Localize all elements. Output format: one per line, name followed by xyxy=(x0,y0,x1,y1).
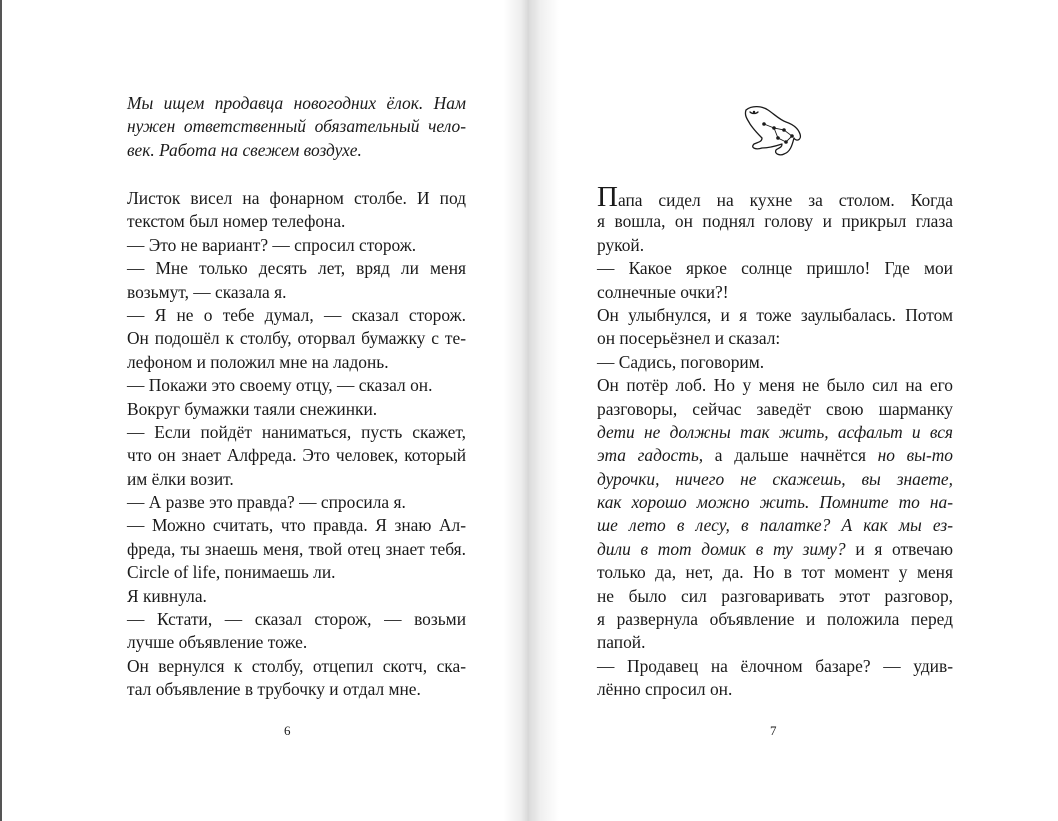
text-line: — Это не вариант? — спросил сторож. xyxy=(127,234,417,255)
left-body-text xyxy=(127,187,466,702)
text-line: возьмут, — сказала я. xyxy=(127,281,287,302)
text-line: — Я не о тебе думал, — сказал сторож. xyxy=(127,304,466,325)
text-line: дурочки, ничего не скажешь, вы знаете, xyxy=(597,468,953,489)
text-line: папой. xyxy=(597,632,646,653)
text-line: — Какое яркое солнце пришло! Где мои xyxy=(597,258,953,279)
page-number: 6 xyxy=(284,723,291,738)
text-line: — Если пойдёт наниматься, пусть скажет, xyxy=(127,421,466,442)
text-line: лефоном и положил мне на ладонь. xyxy=(127,351,389,372)
italic-fragment: эта гадость, xyxy=(597,445,704,466)
text-line: — Садись, поговорим. xyxy=(597,351,765,372)
text-line xyxy=(597,538,953,561)
text-line: Он подошёл к столбу, оторвал бумажку с те- xyxy=(127,328,466,349)
text-line: Листок висел на фонарном столбе. И под xyxy=(127,188,466,208)
text-line: я развернула объявление и положила перед xyxy=(597,609,953,630)
advert-line: нужен ответственный обязательный чело- xyxy=(127,116,466,137)
italic-fragment: дили в тот домик в ту зиму? xyxy=(597,538,846,559)
text-line: только да, нет, да. Но в тот момент у меня xyxy=(597,562,953,583)
roman-fragment: и я отвечаю xyxy=(845,538,953,559)
text-line: Вокруг бумажки таяли снежинки. xyxy=(127,398,378,419)
text-line: ше лето в лесу, в палатке? А как мы ез- xyxy=(597,515,953,536)
text-line: дети не должны так жить, асфальт и вся xyxy=(597,421,953,442)
text-line: рукой. xyxy=(597,234,645,255)
text-line: разговоры, сейчас заведёт свою шарманку xyxy=(597,398,953,419)
advert-line: век. Работа на свежем воздухе. xyxy=(127,139,362,160)
text-line: — Продавец на ёлочном базаре? — удив- xyxy=(597,655,953,676)
job-advert xyxy=(127,92,466,162)
text-line: им ёлки возит. xyxy=(127,468,234,489)
text-line xyxy=(597,181,953,213)
text-line: как хорошо можно жить. Помните то на- xyxy=(597,492,953,513)
right-page xyxy=(529,0,1058,821)
right-body-text xyxy=(597,181,954,702)
first-line-text: апа сидел на кухне за столом. Когда xyxy=(617,190,953,210)
text-line: Я кивнула. xyxy=(127,585,207,606)
advert-line: Мы ищем продавца новогодних ёлок. Нам xyxy=(127,93,466,113)
text-line: тал объявление в трубочку и отдал мне. xyxy=(127,679,421,700)
text-line: лённо спросил он. xyxy=(597,679,733,700)
text-line: — Мне только десять лет, вряд ли меня xyxy=(127,258,466,279)
roman-fragment: а дальше начнётся xyxy=(703,445,878,466)
gutter-shadow xyxy=(529,0,559,821)
text-line: не было сил разговаривать этот разговор, xyxy=(597,585,953,606)
gutter-shadow xyxy=(503,0,529,821)
text-line: солнечные очки?! xyxy=(597,281,729,302)
text-line: Он улыбнулся, и я тоже заулыбалась. Потом xyxy=(597,304,953,325)
text-line: он посерьёзнел и сказал: xyxy=(597,328,781,349)
text-line: фреда, ты знаешь меня, твой отец знает тебя. xyxy=(127,538,466,559)
text-line: Circle of life, понимаешь ли. xyxy=(127,562,336,583)
page-number: 7 xyxy=(770,723,777,738)
text-line: лучше объявление тоже. xyxy=(127,632,308,653)
text-line xyxy=(597,444,953,467)
text-line: — Покажи это своему отцу, — сказал он. xyxy=(127,375,433,396)
text-line: Он потёр лоб. Но у меня не было сил на его xyxy=(597,375,953,396)
text-line: Он вернулся к столбу, отцепил скотч, ска- xyxy=(127,655,466,676)
text-line: текстом был номер телефона. xyxy=(127,211,346,232)
text-line: что он знает Алфреда. Это человек, который xyxy=(127,445,466,466)
drop-letter: П xyxy=(597,181,618,213)
text-line: я вошла, он поднял голову и прикрыл глаза xyxy=(597,211,953,232)
italic-fragment: но вы-то xyxy=(877,445,954,466)
polar-bear-constellation-icon xyxy=(740,102,806,160)
text-line: — А разве это правда? — спросила я. xyxy=(127,492,406,513)
text-line: — Можно считать, что правда. Я знаю Ал- xyxy=(127,515,466,536)
text-line: — Кстати, — сказал сторож, — возьми xyxy=(127,609,466,630)
